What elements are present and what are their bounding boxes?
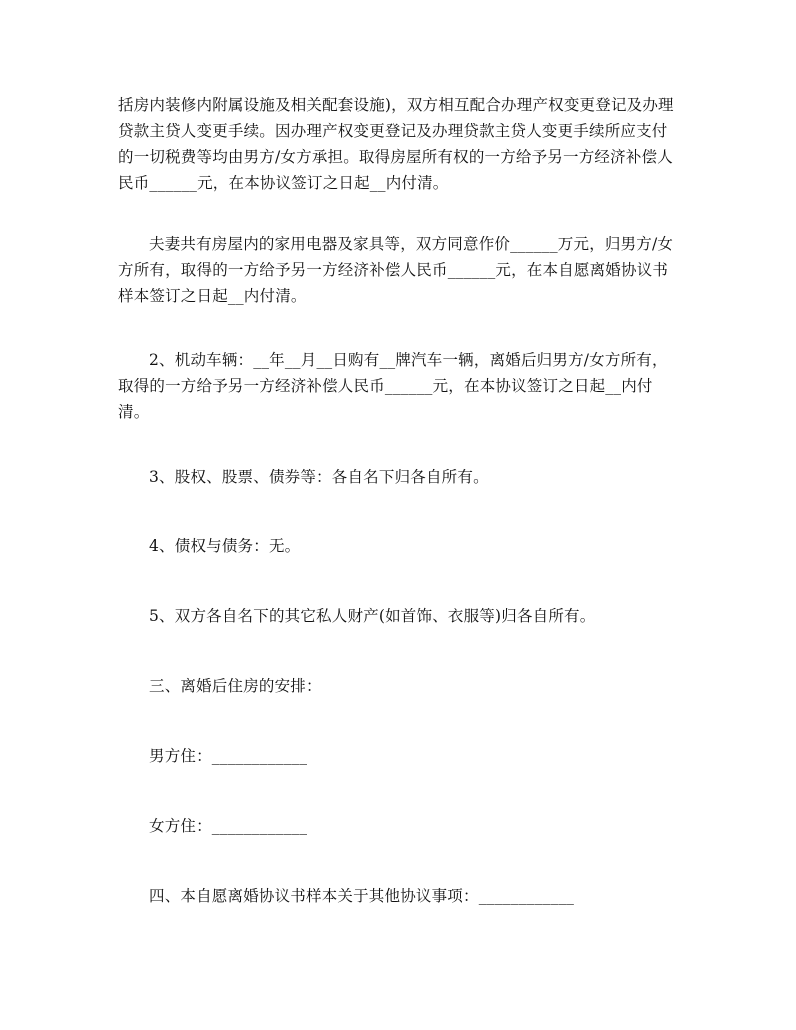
text-line: 括房内装修内附属设施及相关配套设施)，双方相互配合办理产权变更登记及办理 [118,96,674,114]
paragraph-furniture [118,231,678,309]
paragraph-vehicle [118,347,678,425]
paragraph-personal-property [118,603,678,629]
paragraph-house-transfer [118,92,678,196]
text-line: 清。 [118,403,150,421]
paragraph-male-residence [118,743,678,769]
paragraph-female-residence [118,813,678,839]
text-line: 方所有，取得的一方给予另一方经济补偿人民币______元，在本自愿离婚协议书 [118,261,669,279]
text-line: 2、机动车辆：__年__月__日购有__牌汽车一辆，离婚后归男方/女方所有， [149,351,668,369]
text-line: 3、股权、股票、债券等：各自名下归各自所有。 [149,468,489,486]
text-line: 男方住：____________ [149,747,308,765]
section-heading-other-matters [118,883,678,909]
text-line: 4、债权与债务：无。 [149,537,301,555]
paragraph-stocks [118,464,678,490]
text-line: 贷款主贷人变更手续。因办理产权变更登记及办理贷款主贷人变更手续所应支付 [118,122,668,140]
section-heading-housing [118,673,678,699]
text-line: 女方住：____________ [149,817,308,835]
text-line: 民币______元，在本协议签订之日起__内付清。 [118,174,449,192]
text-line: 夫妻共有房屋内的家用电器及家具等，双方同意作价______万元，归男方/女 [149,235,674,253]
text-line: 的一切税费等均由男方/女方承担。取得房屋所有权的一方给予另一方经济补偿人 [118,148,673,166]
text-line: 取得的一方给予另一方经济补偿人民币______元，在本协议签订之日起__内付 [118,377,653,395]
text-line: 三、离婚后住房的安排： [149,677,322,695]
paragraph-debts [118,533,678,559]
text-line: 5、双方各自名下的其它私人财产(如首饰、衣服等)归各自所有。 [149,607,596,625]
text-line: 四、本自愿离婚协议书样本关于其他协议事项：____________ [149,887,575,905]
text-line: 样本签订之日起__内付清。 [118,287,307,305]
